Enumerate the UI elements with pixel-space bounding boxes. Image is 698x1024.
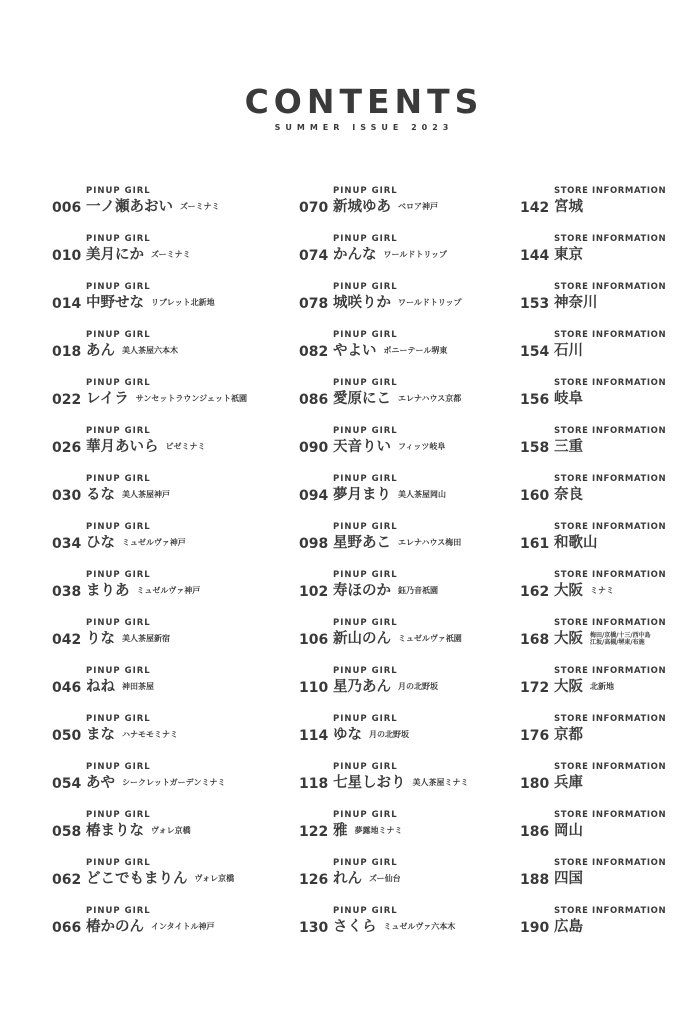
page-number: 010 xyxy=(52,248,82,264)
entry-name-row xyxy=(333,629,462,649)
entry-name-row xyxy=(86,245,191,265)
entry-category: PINUP GIRL xyxy=(86,378,151,388)
entry-name: 神奈川 xyxy=(554,295,598,311)
shop-name: 美人茶屋六本木 xyxy=(122,346,178,355)
entry-name: まりあ xyxy=(86,583,130,599)
shop-name: ベロア神戸 xyxy=(398,202,438,211)
entry-name-row xyxy=(554,437,583,457)
page-number: 094 xyxy=(299,488,329,504)
shop-name: ミナミ xyxy=(590,586,614,595)
entry-name: 四国 xyxy=(554,871,583,887)
page-number: 038 xyxy=(52,584,82,600)
entry-name: 奈良 xyxy=(554,487,583,503)
entry-name: ねね xyxy=(86,679,115,695)
shop-name: 月の北野坂 xyxy=(398,682,438,691)
page-number: 086 xyxy=(299,392,329,408)
entry-name-row xyxy=(333,389,461,409)
entry-name-row xyxy=(333,581,438,601)
page-number: 186 xyxy=(520,824,550,840)
entry-category: PINUP GIRL xyxy=(333,666,398,676)
entry-category: PINUP GIRL xyxy=(86,906,151,916)
shop-name: エレナハウス京都 xyxy=(398,394,462,403)
entry-name: 大阪 xyxy=(554,583,583,599)
entry-name-row xyxy=(333,917,455,937)
entry-name-row xyxy=(86,533,186,553)
shop-name: ビゼミナミ xyxy=(165,442,206,451)
shop-name: ミュゼルヴァ神戸 xyxy=(136,586,201,595)
entry-category: PINUP GIRL xyxy=(86,810,151,820)
page-number: 054 xyxy=(52,776,82,792)
entry-category: PINUP GIRL xyxy=(86,666,151,676)
entry-category: STORE INFORMATION xyxy=(554,858,667,868)
page-number: 022 xyxy=(52,392,82,408)
page-number: 190 xyxy=(520,920,550,936)
page-number: 118 xyxy=(299,776,329,792)
page-number: 098 xyxy=(299,536,329,552)
entry-name: 石川 xyxy=(554,343,583,359)
entry-category: STORE INFORMATION xyxy=(554,762,667,772)
entry-name: 東京 xyxy=(554,247,583,263)
entry-name-row xyxy=(333,197,438,217)
shop-name: 神田茶屋 xyxy=(122,682,154,691)
entry-category: PINUP GIRL xyxy=(333,186,398,196)
shop-name: ズーミナミ xyxy=(180,202,220,211)
shop-name: ミュゼルヴァ神戸 xyxy=(122,538,186,547)
entry-category: PINUP GIRL xyxy=(333,282,398,292)
page-number: 162 xyxy=(520,584,550,600)
page-number: 130 xyxy=(299,920,329,936)
page-number: 188 xyxy=(520,872,550,888)
entry-name-row xyxy=(554,485,583,505)
entry-category: PINUP GIRL xyxy=(86,714,151,724)
shop-name: インタイトル神戸 xyxy=(151,922,215,931)
entry-name: 新城ゆあ xyxy=(333,199,391,215)
entry-name-row xyxy=(86,821,191,841)
entry-category: PINUP GIRL xyxy=(86,522,151,532)
entry-category: PINUP GIRL xyxy=(86,474,151,484)
entry-category: PINUP GIRL xyxy=(333,906,398,916)
entry-name: 天音りい xyxy=(333,439,391,455)
entry-name: ひな xyxy=(86,535,115,551)
entry-name-row xyxy=(333,485,446,505)
page-number: 172 xyxy=(520,680,550,696)
entry-name-row xyxy=(333,437,445,457)
entry-name: 京都 xyxy=(554,727,583,743)
entry-category: PINUP GIRL xyxy=(333,378,398,388)
shop-name: ポニーテール堺東 xyxy=(383,346,448,355)
page-number: 066 xyxy=(52,920,82,936)
entry-category: PINUP GIRL xyxy=(86,570,151,580)
page-number: 050 xyxy=(52,728,82,744)
entry-category: STORE INFORMATION xyxy=(554,906,667,916)
entry-name-row xyxy=(333,341,447,361)
shop-area-line: 梅田/京橋/十三/西中島 xyxy=(590,632,651,639)
shop-name: サンセットラウンジェット祇園 xyxy=(135,394,248,403)
entry-name: 夢月まり xyxy=(333,487,391,503)
entry-name: 一ノ瀬あおい xyxy=(86,199,173,215)
page-number: 156 xyxy=(520,392,550,408)
entry-name-row xyxy=(554,341,583,361)
page-number: 062 xyxy=(52,872,82,888)
entry-name: 岡山 xyxy=(554,823,583,839)
page-number: 126 xyxy=(299,872,329,888)
entry-name: 華月あいら xyxy=(86,439,159,455)
page-number: 018 xyxy=(52,344,82,360)
entry-category: PINUP GIRL xyxy=(86,186,151,196)
entry-name-row xyxy=(86,389,247,409)
entry-category: STORE INFORMATION xyxy=(554,570,667,580)
shop-name: ハナモモミナミ xyxy=(122,730,178,739)
entry-name-row xyxy=(86,197,220,217)
entry-category: PINUP GIRL xyxy=(333,426,398,436)
entry-category: PINUP GIRL xyxy=(333,474,398,484)
entry-name: 美月にか xyxy=(86,247,144,263)
entry-name-row xyxy=(554,197,583,217)
entry-name-row xyxy=(86,917,215,937)
entry-name-row xyxy=(86,725,178,745)
shop-name: エレナハウス梅田 xyxy=(398,538,462,547)
shop-name: ミュゼルヴァ六本木 xyxy=(383,922,456,931)
page-number: 046 xyxy=(52,680,82,696)
entry-name: どこでもまりん xyxy=(86,871,188,887)
entry-name: るな xyxy=(86,487,115,503)
page-number: 074 xyxy=(299,248,329,264)
entry-category: PINUP GIRL xyxy=(86,330,151,340)
shop-name: ヴォレ京橋 xyxy=(194,874,235,883)
entry-category: PINUP GIRL xyxy=(86,234,151,244)
entry-name-row xyxy=(333,677,438,697)
page-number: 030 xyxy=(52,488,82,504)
entry-name-row xyxy=(86,341,178,361)
page-number: 142 xyxy=(520,200,550,216)
entry-name-row xyxy=(333,245,447,265)
entry-name: 宮城 xyxy=(554,199,583,215)
entry-name: かんな xyxy=(333,247,377,263)
entry-category: PINUP GIRL xyxy=(86,858,151,868)
entry-name-row xyxy=(554,725,583,745)
entry-name-row xyxy=(554,245,583,265)
entry-name-row xyxy=(554,533,598,553)
entry-name-row xyxy=(86,581,200,601)
entry-category: STORE INFORMATION xyxy=(554,186,667,196)
page-number: 160 xyxy=(520,488,550,504)
entry-category: STORE INFORMATION xyxy=(554,330,667,340)
entry-name-row xyxy=(86,437,206,457)
shop-name: ズーミナミ xyxy=(151,250,191,259)
shop-name: ヴォレ京橋 xyxy=(151,826,191,835)
entry-category: STORE INFORMATION xyxy=(554,474,667,484)
entry-name: 大阪 xyxy=(554,679,583,695)
page-number: 026 xyxy=(52,440,82,456)
entry-name-row xyxy=(554,917,583,937)
shop-name: 美人茶屋ミナミ xyxy=(412,778,469,787)
entry-name: 兵庫 xyxy=(554,775,583,791)
shop-name: リブレット北新地 xyxy=(151,298,215,307)
entry-name-row xyxy=(554,869,583,889)
entry-category: PINUP GIRL xyxy=(86,282,151,292)
page-number: 078 xyxy=(299,296,329,312)
entry-name: 七星しおり xyxy=(333,775,406,791)
entry-category: PINUP GIRL xyxy=(86,426,151,436)
entry-name: 三重 xyxy=(554,439,583,455)
shop-name: シークレットガーデンミナミ xyxy=(122,778,226,787)
page-number: 090 xyxy=(299,440,329,456)
entry-name: れん xyxy=(333,871,362,887)
entry-name: 星野あこ xyxy=(333,535,391,551)
entry-category: STORE INFORMATION xyxy=(554,234,667,244)
shop-name: 美人茶屋新宿 xyxy=(122,634,170,643)
entry-category: PINUP GIRL xyxy=(333,810,398,820)
entry-category: STORE INFORMATION xyxy=(554,522,667,532)
page-number: 168 xyxy=(520,632,550,648)
entry-category: STORE INFORMATION xyxy=(554,618,667,628)
entry-category: PINUP GIRL xyxy=(333,858,398,868)
page-number: 180 xyxy=(520,776,550,792)
entry-name: 椿まりな xyxy=(86,823,144,839)
entry-category: PINUP GIRL xyxy=(333,618,398,628)
issue-subtitle: SUMMER ISSUE 2023 xyxy=(274,123,454,132)
entry-name: 椿かのん xyxy=(86,919,144,935)
entry-name-row xyxy=(554,677,614,697)
entry-name: まな xyxy=(86,727,115,743)
entry-name-row xyxy=(86,677,154,697)
entry-name-row xyxy=(554,581,614,601)
entry-name: 大阪 xyxy=(554,631,583,647)
shop-name: フィッツ岐阜 xyxy=(398,442,446,451)
page-number: 034 xyxy=(52,536,82,552)
page-number: 114 xyxy=(299,728,329,744)
page-number: 161 xyxy=(520,536,550,552)
page-number: 082 xyxy=(299,344,329,360)
contents-title: CONTENTS xyxy=(244,82,484,121)
entry-category: STORE INFORMATION xyxy=(554,378,667,388)
entry-name: 和歌山 xyxy=(554,535,598,551)
entry-name: ゆな xyxy=(333,727,362,743)
entry-name-row xyxy=(333,725,409,745)
entry-name: 中野せな xyxy=(86,295,144,311)
entry-category: STORE INFORMATION xyxy=(554,282,667,292)
page-number: 154 xyxy=(520,344,550,360)
entry-name-row xyxy=(86,773,226,793)
shop-name: ワールドトリップ xyxy=(398,298,462,307)
shop-name: ワールドトリップ xyxy=(383,250,448,259)
page-number: 144 xyxy=(520,248,550,264)
shop-name: ズー仙台 xyxy=(369,874,401,883)
page-number: 176 xyxy=(520,728,550,744)
entry-name: 岐阜 xyxy=(554,391,583,407)
page-number: 058 xyxy=(52,824,82,840)
entry-name: 星乃あん xyxy=(333,679,391,695)
entry-name-row xyxy=(333,533,461,553)
page-number: 070 xyxy=(299,200,329,216)
page-number: 106 xyxy=(299,632,329,648)
shop-name: 美人茶屋神戸 xyxy=(122,490,170,499)
entry-name-row xyxy=(554,773,583,793)
entry-name-row xyxy=(554,629,651,649)
entry-name-row xyxy=(554,293,598,313)
entry-name-row xyxy=(86,869,234,889)
entry-name-row xyxy=(86,629,170,649)
entry-category: PINUP GIRL xyxy=(333,522,398,532)
page-number: 102 xyxy=(299,584,329,600)
shop-name: 北新地 xyxy=(590,682,614,691)
entry-name-row xyxy=(333,869,401,889)
entry-name: 広島 xyxy=(554,919,583,935)
entry-name: あん xyxy=(86,343,115,359)
page-number: 042 xyxy=(52,632,82,648)
entry-category: PINUP GIRL xyxy=(333,234,398,244)
page-number: 153 xyxy=(520,296,550,312)
entry-category: STORE INFORMATION xyxy=(554,714,667,724)
entry-name-row xyxy=(86,293,215,313)
entry-name: 城咲りか xyxy=(333,295,391,311)
page-number: 158 xyxy=(520,440,550,456)
shop-name: 夢露地ミナミ xyxy=(354,826,403,835)
entry-name: 雅 xyxy=(333,823,348,839)
entry-name-row xyxy=(333,773,469,793)
entry-category: STORE INFORMATION xyxy=(554,426,667,436)
entry-category: PINUP GIRL xyxy=(333,714,398,724)
entry-name: レイラ xyxy=(86,391,129,407)
entry-name: りな xyxy=(86,631,115,647)
entry-name: さくら xyxy=(333,919,377,935)
entry-category: PINUP GIRL xyxy=(333,330,398,340)
entry-name-row xyxy=(554,389,583,409)
shop-areas xyxy=(590,632,651,646)
page-number: 110 xyxy=(299,680,329,696)
shop-area-line: 江坂/高槻/堺東/布施 xyxy=(590,639,645,646)
entry-category: PINUP GIRL xyxy=(333,570,398,580)
page-number: 006 xyxy=(52,200,82,216)
entry-category: STORE INFORMATION xyxy=(554,666,667,676)
entry-name: やよい xyxy=(333,343,377,359)
entry-name: 愛原にこ xyxy=(333,391,391,407)
shop-name: 美人茶屋岡山 xyxy=(398,490,446,499)
entry-category: PINUP GIRL xyxy=(333,762,398,772)
entry-name-row xyxy=(333,293,462,313)
shop-name: ミュゼルヴァ祇園 xyxy=(398,634,462,643)
entry-name: あや xyxy=(86,775,115,791)
entry-name: 新山のん xyxy=(333,631,391,647)
page-number: 122 xyxy=(299,824,329,840)
entry-category: STORE INFORMATION xyxy=(554,810,667,820)
entry-category: PINUP GIRL xyxy=(86,762,151,772)
entry-name-row xyxy=(86,485,170,505)
entry-name-row xyxy=(333,821,403,841)
shop-name: 鈺乃音祇園 xyxy=(398,586,438,595)
page-number: 014 xyxy=(52,296,82,312)
entry-name: 寿ほのか xyxy=(333,583,391,599)
shop-name: 月の北野坂 xyxy=(369,730,409,739)
entry-category: PINUP GIRL xyxy=(86,618,151,628)
entry-name-row xyxy=(554,821,583,841)
